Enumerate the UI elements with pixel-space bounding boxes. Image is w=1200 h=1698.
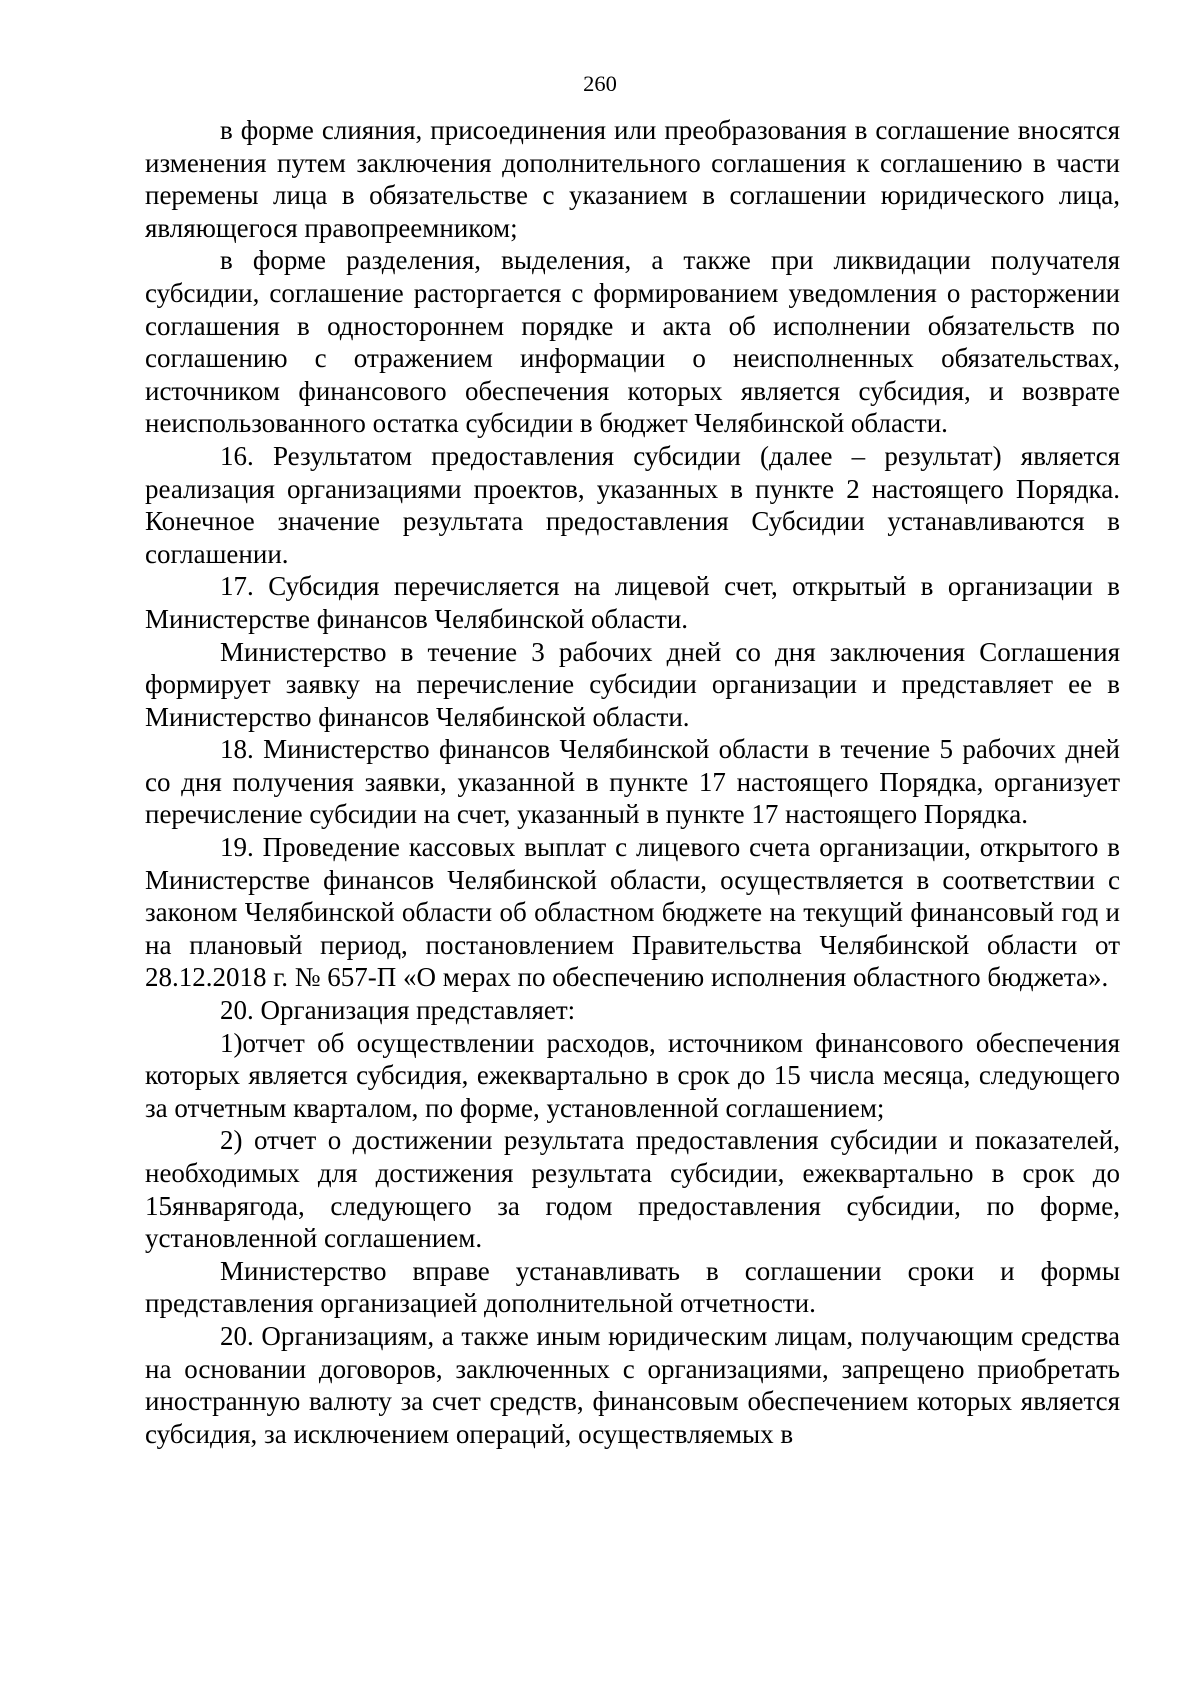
document-body xyxy=(145,114,1120,1450)
paragraph-18-finance-ministry: 18. Министерство финансов Челябинской области в течение 5 рабочих дней со дня получения заявки, указанной в пункте 17 настоящего Порядка, организует перечисление субсидии на счет, указанный в пункте 17 настоящего Порядка. xyxy=(145,734,1120,830)
paragraph-17-transfer: 17. Субсидия перечисляется на лицевой счет, открытый в организации в Министерстве финансов Челябинской области. xyxy=(145,571,1120,634)
paragraph-20-currency-ban: 20. Организациям, а также иным юридическим лицам, получающим средства на основании договоров, заключенных с организациями, запрещено приобретать иностранную валюту за счет средств, финансовым обеспечением которых является субсидия, за исключением операций, осуществляемых в xyxy=(145,1320,1120,1449)
paragraph-ministry-request: Министерство в течение 3 рабочих дней со дня заключения Соглашения формирует заявку на перечисление субсидии организации и представляет ее в Министерство финансов Челябинской области. xyxy=(145,636,1120,732)
paragraph-16-result: 16. Результатом предоставления субсидии (далее – результат) является реализация организациями проектов, указанных в пункте 2 настоящего Порядка. Конечное значение результата предоставления Субсидии устанавливаются в соглашении. xyxy=(145,440,1120,569)
paragraph-report-expenses: 1)отчет об осуществлении расходов, источником финансового обеспечения которых является субсидия, ежеквартально в срок до 15 числа месяца, следующего за отчетным кварталом, по форме, установленной соглашением; xyxy=(145,1027,1120,1123)
paragraph-20-reports-intro: 20. Организация представляет: xyxy=(220,995,576,1026)
paragraph-19-cash-payments: 19. Проведение кассовых выплат с лицевого счета организации, открытого в Министерстве финансов Челябинской области, осуществляется в соответствии с законом Челябинской области об областном бюджете на текущий финансовый год и на плановый период, постановлением Правительства Челябинской области от 28.12.2018 г. № 657-П «О мерах по обеспечению исполнения областного бюджета». xyxy=(145,832,1120,993)
page-number: 260 xyxy=(583,71,617,96)
paragraph-reorganization-division: в форме разделения, выделения, а также при ликвидации получателя субсидии, соглашение расторгается с формированием уведомления о расторжении соглашения в одностороннем порядке и акта об исполнении обязательств по соглашению с отражением информации о неисполненных обязательствах, источником финансового обеспечения которых является субсидия, и возврате неиспользованного остатка субсидии в бюджет Челябинской области. xyxy=(145,245,1120,439)
paragraph-additional-reporting: Министерство вправе устанавливать в соглашении сроки и формы представления организацией дополнительной отчетности. xyxy=(145,1255,1120,1319)
paragraph-report-results: 2) отчет о достижении результата предоставления субсидии и показателей, необходимых для достижения результата субсидии, ежеквартально в срок до 15январягода, следующего за годом предоставления субсидии, по форме, установленной соглашением. xyxy=(145,1125,1120,1254)
paragraph-reorganization-merger: в форме слияния, присоединения или преобразования в соглашение вносятся изменения путем заключения дополнительного соглашения к соглашению в части перемены лица в обязательстве с указанием в соглашении юридического лица, являющегося правопреемником; xyxy=(145,115,1120,243)
